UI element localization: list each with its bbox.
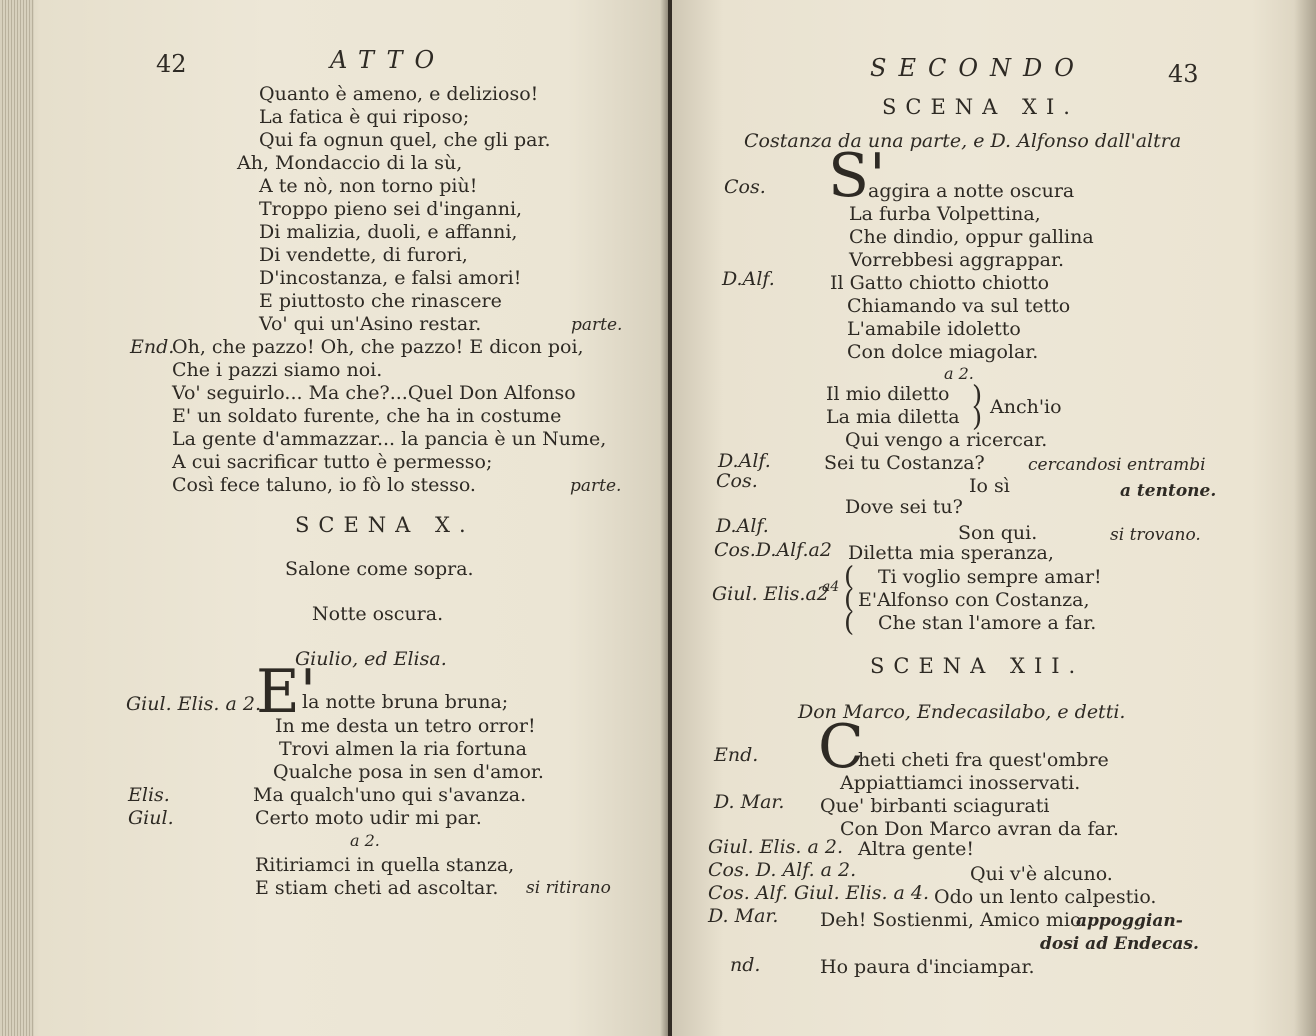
verse-line: Il mio diletto xyxy=(826,383,950,405)
stage-direction: a tentone. xyxy=(1120,481,1217,501)
speaker-label: Cos. D. Alf. a 2. xyxy=(708,859,857,881)
drop-cap: E' xyxy=(256,657,317,727)
verse-line: Sei tu Costanza? xyxy=(824,452,985,474)
verse-line: Vo' qui un'Asino restar. xyxy=(259,313,482,335)
verse-line: Appiattiamci inosservati. xyxy=(840,772,1081,794)
running-head: ATTO xyxy=(330,46,447,74)
verse-line: Deh! Sostienmi, Amico mio. xyxy=(820,909,1088,931)
verse-line: Qui vengo a ricercar. xyxy=(845,429,1048,451)
verse-line: La gente d'ammazzar... la pancia è un Nume, xyxy=(172,428,607,450)
stage-direction: si trovano. xyxy=(1110,525,1201,545)
verse-line: A cui sacrificar tutto è permesso; xyxy=(172,451,493,473)
verse-line: E'Alfonso con Costanza, xyxy=(858,589,1090,611)
verse-line: Di malizia, duoli, e affanni, xyxy=(259,221,518,243)
speaker-label: End. xyxy=(130,336,175,358)
speaker-label: D. Mar. xyxy=(714,791,785,813)
speaker-label: Cos. xyxy=(716,470,758,492)
brace-mark: ) xyxy=(972,403,983,433)
verse-line: Il Gatto chiotto chiotto xyxy=(830,272,1050,294)
scene-characters: Don Marco, Endecasilabo, e detti. xyxy=(798,701,1126,723)
a-due-label: a 2. xyxy=(944,364,974,383)
verse-line: Certo moto udir mi par. xyxy=(255,807,482,829)
verse-line: Ti voglio sempre amar! xyxy=(878,566,1102,588)
verse-line: La furba Volpettina, xyxy=(849,203,1041,225)
verse-line: Odo un lento calpestio. xyxy=(934,886,1157,908)
verse-line: Qui fa ognun quel, che gli par. xyxy=(259,129,551,151)
verse-line: Diletta mia speranza, xyxy=(848,542,1054,564)
verse-line: Di vendette, di furori, xyxy=(259,244,468,266)
verse-line: Trovi almen la ria fortuna xyxy=(279,738,527,760)
verse-line: E' un soldato furente, che ha in costume xyxy=(172,405,562,427)
speaker-label: Giul. Elis.a2 xyxy=(712,583,829,605)
verse-line: Que' birbanti sciagurati xyxy=(820,795,1050,817)
scene-title: SCENA XI. xyxy=(882,95,1079,119)
running-head: SECONDO xyxy=(870,54,1086,82)
speaker-label: Elis. xyxy=(128,784,170,806)
speaker-label: D.Alf. xyxy=(722,268,775,290)
scene-characters: Costanza da una parte, e D. Alfonso dall'altra xyxy=(744,130,1182,152)
verse-line: Che stan l'amore a far. xyxy=(878,612,1097,634)
verse-line: Così fece taluno, io fò lo stesso. xyxy=(172,474,476,496)
verse-line: la notte bruna bruna; xyxy=(302,691,509,713)
verse-line: Troppo pieno sei d'inganni, xyxy=(259,198,523,220)
speaker-label: D.Alf. xyxy=(718,450,771,472)
page-number: 43 xyxy=(1168,60,1199,88)
verse-line: L'amabile idoletto xyxy=(847,318,1021,340)
scene-title: SCENA X. xyxy=(295,513,475,537)
verse-line: aggira a notte oscura xyxy=(868,180,1075,202)
verse-line: In me desta un tetro orror! xyxy=(275,715,536,737)
speaker-label: nd. xyxy=(730,954,761,976)
speaker-label: Cos. Alf. Giul. Elis. a 4. xyxy=(708,882,930,904)
stage-direction: si ritirano xyxy=(526,878,611,898)
verse-line: La mia diletta xyxy=(826,406,960,428)
verse-line: Ho paura d'inciampar. xyxy=(820,956,1035,978)
verse-line: Che i pazzi siamo noi. xyxy=(172,359,383,381)
verse-line: Che dindio, oppur gallina xyxy=(849,226,1094,248)
speaker-label: End. xyxy=(714,744,759,766)
drop-cap: S' xyxy=(828,141,886,211)
verse-line: Vorrebbesi aggrappar. xyxy=(849,249,1065,271)
speaker-label: Cos. xyxy=(724,176,766,198)
drop-cap: C xyxy=(818,712,864,782)
verse-line: Io sì xyxy=(969,475,1010,497)
verse-line: Con dolce miagolar. xyxy=(847,341,1039,363)
verse-line: Con Don Marco avran da far. xyxy=(840,818,1119,840)
scene-setting: Notte oscura. xyxy=(312,603,444,625)
stage-direction: parte. xyxy=(571,315,623,335)
verse-line: Quanto è ameno, e delizioso! xyxy=(259,83,539,105)
brace-mark: ( xyxy=(844,562,855,592)
speaker-label: Cos.D.Alf.a2 xyxy=(714,539,832,561)
verse-line: Oh, che pazzo! Oh, che pazzo! E dicon poi, xyxy=(172,336,584,358)
scene-characters: Giulio, ed Elisa. xyxy=(295,648,447,670)
verse-line: heti cheti fra quest'ombre xyxy=(858,749,1109,771)
verse-line: Ma qualch'uno qui s'avanza. xyxy=(253,784,527,806)
verse-line: Altra gente! xyxy=(858,838,975,860)
verse-line: E piuttosto che rinascere xyxy=(259,290,502,312)
speaker-label: Giul. xyxy=(128,807,174,829)
speaker-label: D.Alf. xyxy=(716,515,769,537)
verse-line: La fatica è qui riposo; xyxy=(259,106,470,128)
stage-direction: dosi ad Endecas. xyxy=(1040,934,1199,954)
right-page xyxy=(672,0,1316,1036)
verse-line: Son qui. xyxy=(958,522,1038,544)
verse-line: Anch'io xyxy=(990,396,1062,418)
scene-title: SCENA XII. xyxy=(870,654,1085,678)
scene-setting: Salone come sopra. xyxy=(285,558,474,580)
speaker-label: Giul. Elis. a 2. xyxy=(708,836,843,858)
verse-line: E stiam cheti ad ascoltar. xyxy=(255,877,499,899)
a-quattro-label: a4 xyxy=(822,579,840,595)
verse-line: Chiamando va sul tetto xyxy=(847,295,1071,317)
speaker-label: Giul. Elis. a 2. xyxy=(126,693,261,715)
verse-line: Vo' seguirlo... Ma che?...Quel Don Alfonso xyxy=(172,382,576,404)
verse-line: Qui v'è alcuno. xyxy=(970,863,1113,885)
verse-line: Dove sei tu? xyxy=(845,496,963,518)
verse-line: Ah, Mondaccio di la sù, xyxy=(237,152,463,174)
page-number: 42 xyxy=(156,50,187,78)
stage-direction: parte. xyxy=(570,476,622,496)
verse-line: Ritiriamci in quella stanza, xyxy=(255,854,515,876)
page-edge-shadow xyxy=(1294,0,1316,1036)
brace-mark: ( xyxy=(844,585,855,615)
a-due-label: a 2. xyxy=(350,831,380,850)
brace-mark: ) xyxy=(972,381,983,411)
speaker-label: D. Mar. xyxy=(708,905,779,927)
page-edges xyxy=(0,0,34,1036)
stage-direction: appoggian- xyxy=(1076,911,1183,931)
verse-line: Qualche posa in sen d'amor. xyxy=(273,761,544,783)
verse-line: D'incostanza, e falsi amori! xyxy=(259,267,522,289)
stage-direction: cercandosi entrambi xyxy=(1028,455,1206,475)
verse-line: A te nò, non torno più! xyxy=(259,175,478,197)
brace-mark: ( xyxy=(844,608,855,638)
